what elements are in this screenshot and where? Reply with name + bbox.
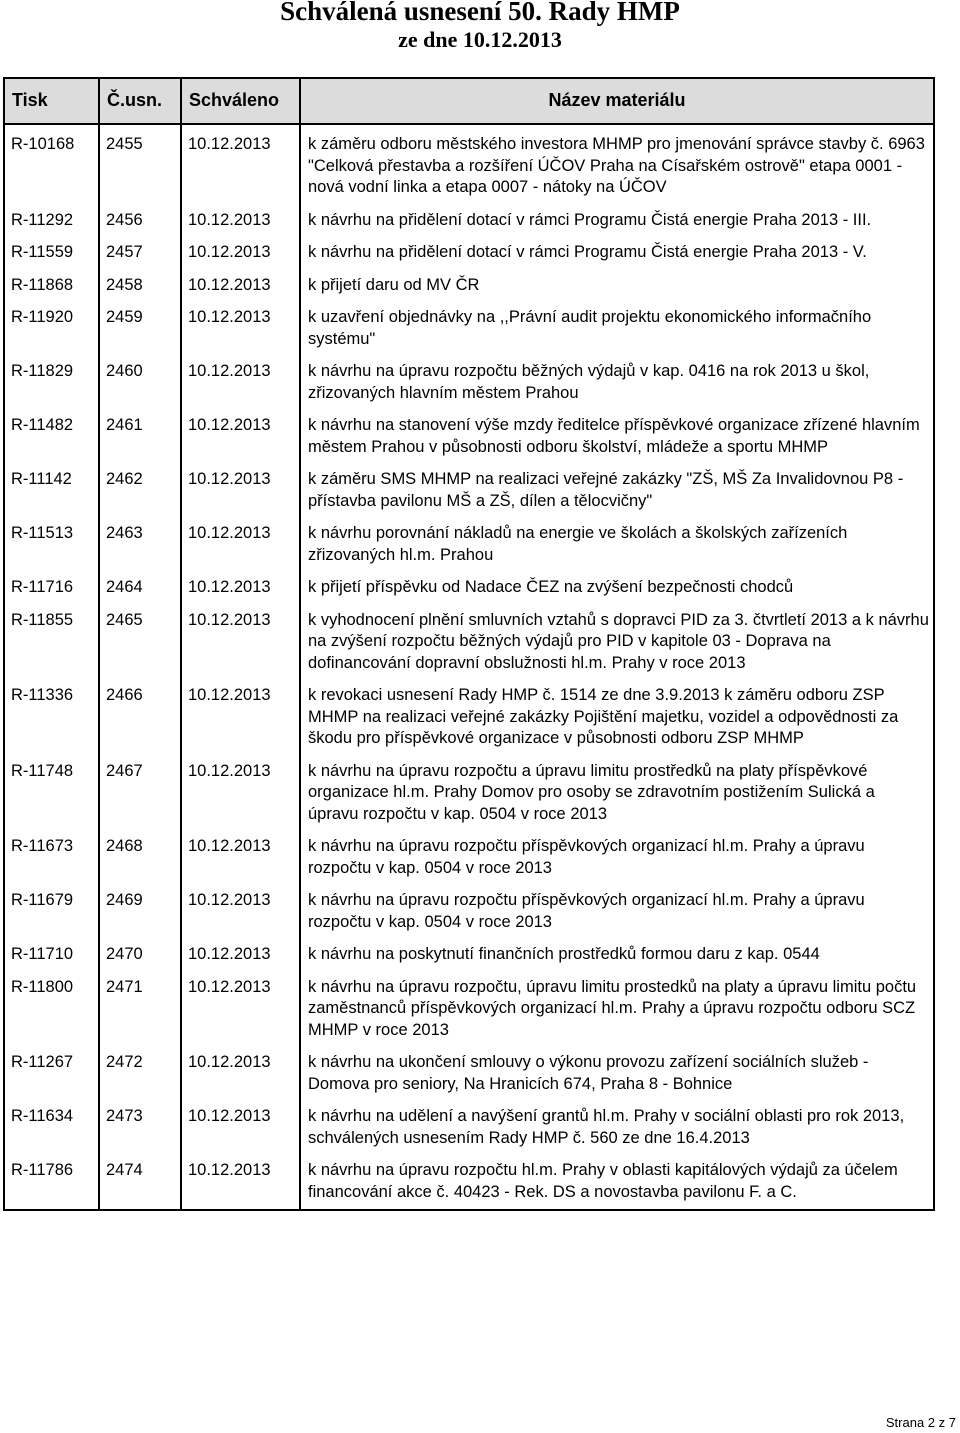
cell-tisk: R-11710 (4, 935, 99, 968)
cell-date: 10.12.2013 (181, 1097, 300, 1151)
table-row (4, 676, 934, 752)
table-row (4, 968, 934, 1044)
cell-date: 10.12.2013 (181, 676, 300, 752)
table-row (4, 601, 934, 677)
cell-title: k návrhu na úpravu rozpočtu příspěvkových organizací hl.m. Prahy a úpravu rozpočtu v kap. 0504 v roce 2013 (300, 881, 934, 935)
cell-date: 10.12.2013 (181, 514, 300, 568)
cell-cusn: 2460 (99, 352, 181, 406)
cell-title: k revokaci usnesení Rady HMP č. 1514 ze dne 3.9.2013 k záměru odboru ZSP MHMP na realizaci veřejné zakázky Pojištění majetku, vozidel a odpovědnosti za škodu pro příspěvkové organizace v působnosti odboru ZSP MHMP (300, 676, 934, 752)
cell-tisk: R-11267 (4, 1043, 99, 1097)
cell-date: 10.12.2013 (181, 881, 300, 935)
resolutions-table (3, 77, 935, 1211)
cell-title: k záměru SMS MHMP na realizaci veřejné zakázky "ZŠ, MŠ Za Invalidovnou P8 - přístavba pavilonu MŠ a ZŠ, dílen a tělocvičny" (300, 460, 934, 514)
cell-date: 10.12.2013 (181, 233, 300, 266)
cell-tisk: R-11482 (4, 406, 99, 460)
cell-date: 10.12.2013 (181, 601, 300, 677)
table-row (4, 460, 934, 514)
cell-cusn: 2472 (99, 1043, 181, 1097)
cell-tisk: R-11716 (4, 568, 99, 601)
cell-title: k návrhu na stanovení výše mzdy ředitelce příspěvkové organizace zřízené hlavním městem Prahou v působnosti odboru školství, mládeže a sportu MHMP (300, 406, 934, 460)
cell-cusn: 2455 (99, 124, 181, 201)
cell-title: k přijetí daru od MV ČR (300, 266, 934, 299)
cell-tisk: R-11336 (4, 676, 99, 752)
cell-tisk: R-11748 (4, 752, 99, 828)
cell-date: 10.12.2013 (181, 968, 300, 1044)
cell-cusn: 2463 (99, 514, 181, 568)
cell-cusn: 2467 (99, 752, 181, 828)
cell-date: 10.12.2013 (181, 201, 300, 234)
column-header-cusn: Č.usn. (99, 78, 181, 124)
cell-title: k návrhu na udělení a navýšení grantů hl.m. Prahy v sociální oblasti pro rok 2013, schválených usnesením Rady HMP č. 560 ze dne 16.4.2013 (300, 1097, 934, 1151)
cell-title: k návrhu na úpravu rozpočtu, úpravu limitu prostedků na platy a úpravu limitu počtu zaměstnanců příspěvkových organizací hl.m. Prahy a úpravu rozpočtu odboru SCZ MHMP v roce 2013 (300, 968, 934, 1044)
cell-cusn: 2457 (99, 233, 181, 266)
cell-date: 10.12.2013 (181, 827, 300, 881)
cell-cusn: 2469 (99, 881, 181, 935)
cell-date: 10.12.2013 (181, 935, 300, 968)
cell-tisk: R-11634 (4, 1097, 99, 1151)
cell-tisk: R-11673 (4, 827, 99, 881)
cell-title: k přijetí příspěvku od Nadace ČEZ na zvýšení bezpečnosti chodců (300, 568, 934, 601)
cell-cusn: 2465 (99, 601, 181, 677)
cell-tisk: R-11513 (4, 514, 99, 568)
table-row (4, 266, 934, 299)
cell-cusn: 2466 (99, 676, 181, 752)
cell-cusn: 2468 (99, 827, 181, 881)
cell-tisk: R-11559 (4, 233, 99, 266)
cell-title: k návrhu na úpravu rozpočtu hl.m. Prahy v oblasti kapitálových výdajů za účelem financování akce č. 40423 - Rek. DS a novostavba pavilonu F. a C. (300, 1151, 934, 1210)
table-row (4, 935, 934, 968)
cell-cusn: 2474 (99, 1151, 181, 1210)
document-title: Schválená usnesení 50. Rady HMP (280, 0, 680, 26)
cell-title: k vyhodnocení plnění smluvních vztahů s dopravci PID za 3. čtvrtletí 2013 a k návrhu na zvýšení rozpočtu běžných výdajů pro PID v kapitole 03 - Doprava na dofinancování dopravní obslužnosti hl.m. Prahy v roce 2013 (300, 601, 934, 677)
cell-cusn: 2464 (99, 568, 181, 601)
cell-cusn: 2456 (99, 201, 181, 234)
cell-title: k návrhu na úpravu rozpočtu příspěvkových organizací hl.m. Prahy a úpravu rozpočtu v kap. 0504 v roce 2013 (300, 827, 934, 881)
cell-title: k návrhu na ukončení smlouvy o výkonu provozu zařízení sociálních služeb - Domova pro seniory, Na Hranicích 674, Praha 8 - Bohnice (300, 1043, 934, 1097)
cell-cusn: 2458 (99, 266, 181, 299)
table-row (4, 201, 934, 234)
table-row (4, 827, 934, 881)
cell-date: 10.12.2013 (181, 266, 300, 299)
cell-date: 10.12.2013 (181, 298, 300, 352)
cell-title: k návrhu na poskytnutí finančních prostředků formou daru z kap. 0544 (300, 935, 934, 968)
cell-cusn: 2473 (99, 1097, 181, 1151)
cell-tisk: R-11800 (4, 968, 99, 1044)
cell-title: k návrhu na úpravu rozpočtu a úpravu limitu prostředků na platy příspěvkové organizace hl.m. Prahy Domov pro osoby se zdravotním postižením Sulická a úpravu rozpočtu v kap. 0504 v roce 2013 (300, 752, 934, 828)
cell-tisk: R-11855 (4, 601, 99, 677)
cell-date: 10.12.2013 (181, 1151, 300, 1210)
cell-tisk: R-11679 (4, 881, 99, 935)
cell-tisk: R-10168 (4, 124, 99, 201)
cell-title: k návrhu na úpravu rozpočtu běžných výdajů v kap. 0416 na rok 2013 u škol, zřizovaných hlavním městem Prahou (300, 352, 934, 406)
table-header-row (4, 78, 934, 124)
cell-tisk: R-11786 (4, 1151, 99, 1210)
table-row (4, 406, 934, 460)
document-date: ze dne 10.12.2013 (398, 27, 562, 52)
table-row (4, 568, 934, 601)
table-row (4, 233, 934, 266)
cell-cusn: 2461 (99, 406, 181, 460)
cell-title: k záměru odboru městského investora MHMP pro jmenování správce stavby č. 6963 "Celková přestavba a rozšíření ÚČOV Praha na Císařském ostrově" etapa 0001 - nová vodní linka a etapa 0007 - nátoky na ÚČOV (300, 124, 934, 201)
table-body (4, 124, 934, 1210)
cell-title: k návrhu na přidělení dotací v rámci Programu Čistá energie Praha 2013 - III. (300, 201, 934, 234)
cell-date: 10.12.2013 (181, 752, 300, 828)
cell-date: 10.12.2013 (181, 1043, 300, 1097)
column-header-nazev: Název materiálu (300, 78, 934, 124)
page-number: Strana 2 z 7 (885, 1415, 956, 1430)
cell-title: k návrhu na přidělení dotací v rámci Programu Čistá energie Praha 2013 - V. (300, 233, 934, 266)
column-header-schvaleno: Schváleno (181, 78, 300, 124)
cell-date: 10.12.2013 (181, 406, 300, 460)
cell-tisk: R-11829 (4, 352, 99, 406)
table-row (4, 881, 934, 935)
cell-date: 10.12.2013 (181, 568, 300, 601)
cell-cusn: 2459 (99, 298, 181, 352)
cell-date: 10.12.2013 (181, 124, 300, 201)
cell-date: 10.12.2013 (181, 460, 300, 514)
cell-title: k návrhu porovnání nákladů na energie ve školách a školských zařízeních zřizovaných hl.m. Prahou (300, 514, 934, 568)
table-row (4, 298, 934, 352)
table-row (4, 1097, 934, 1151)
table-row (4, 124, 934, 201)
cell-cusn: 2471 (99, 968, 181, 1044)
cell-tisk: R-11292 (4, 201, 99, 234)
table-row (4, 514, 934, 568)
cell-tisk: R-11868 (4, 266, 99, 299)
cell-title: k uzavření objednávky na ,,Právní audit projektu ekonomického informačního systému" (300, 298, 934, 352)
cell-tisk: R-11920 (4, 298, 99, 352)
table-row (4, 1043, 934, 1097)
cell-date: 10.12.2013 (181, 352, 300, 406)
cell-cusn: 2470 (99, 935, 181, 968)
cell-tisk: R-11142 (4, 460, 99, 514)
table-row (4, 752, 934, 828)
table-row (4, 1151, 934, 1210)
cell-cusn: 2462 (99, 460, 181, 514)
table-row (4, 352, 934, 406)
column-header-tisk: Tisk (4, 78, 99, 124)
